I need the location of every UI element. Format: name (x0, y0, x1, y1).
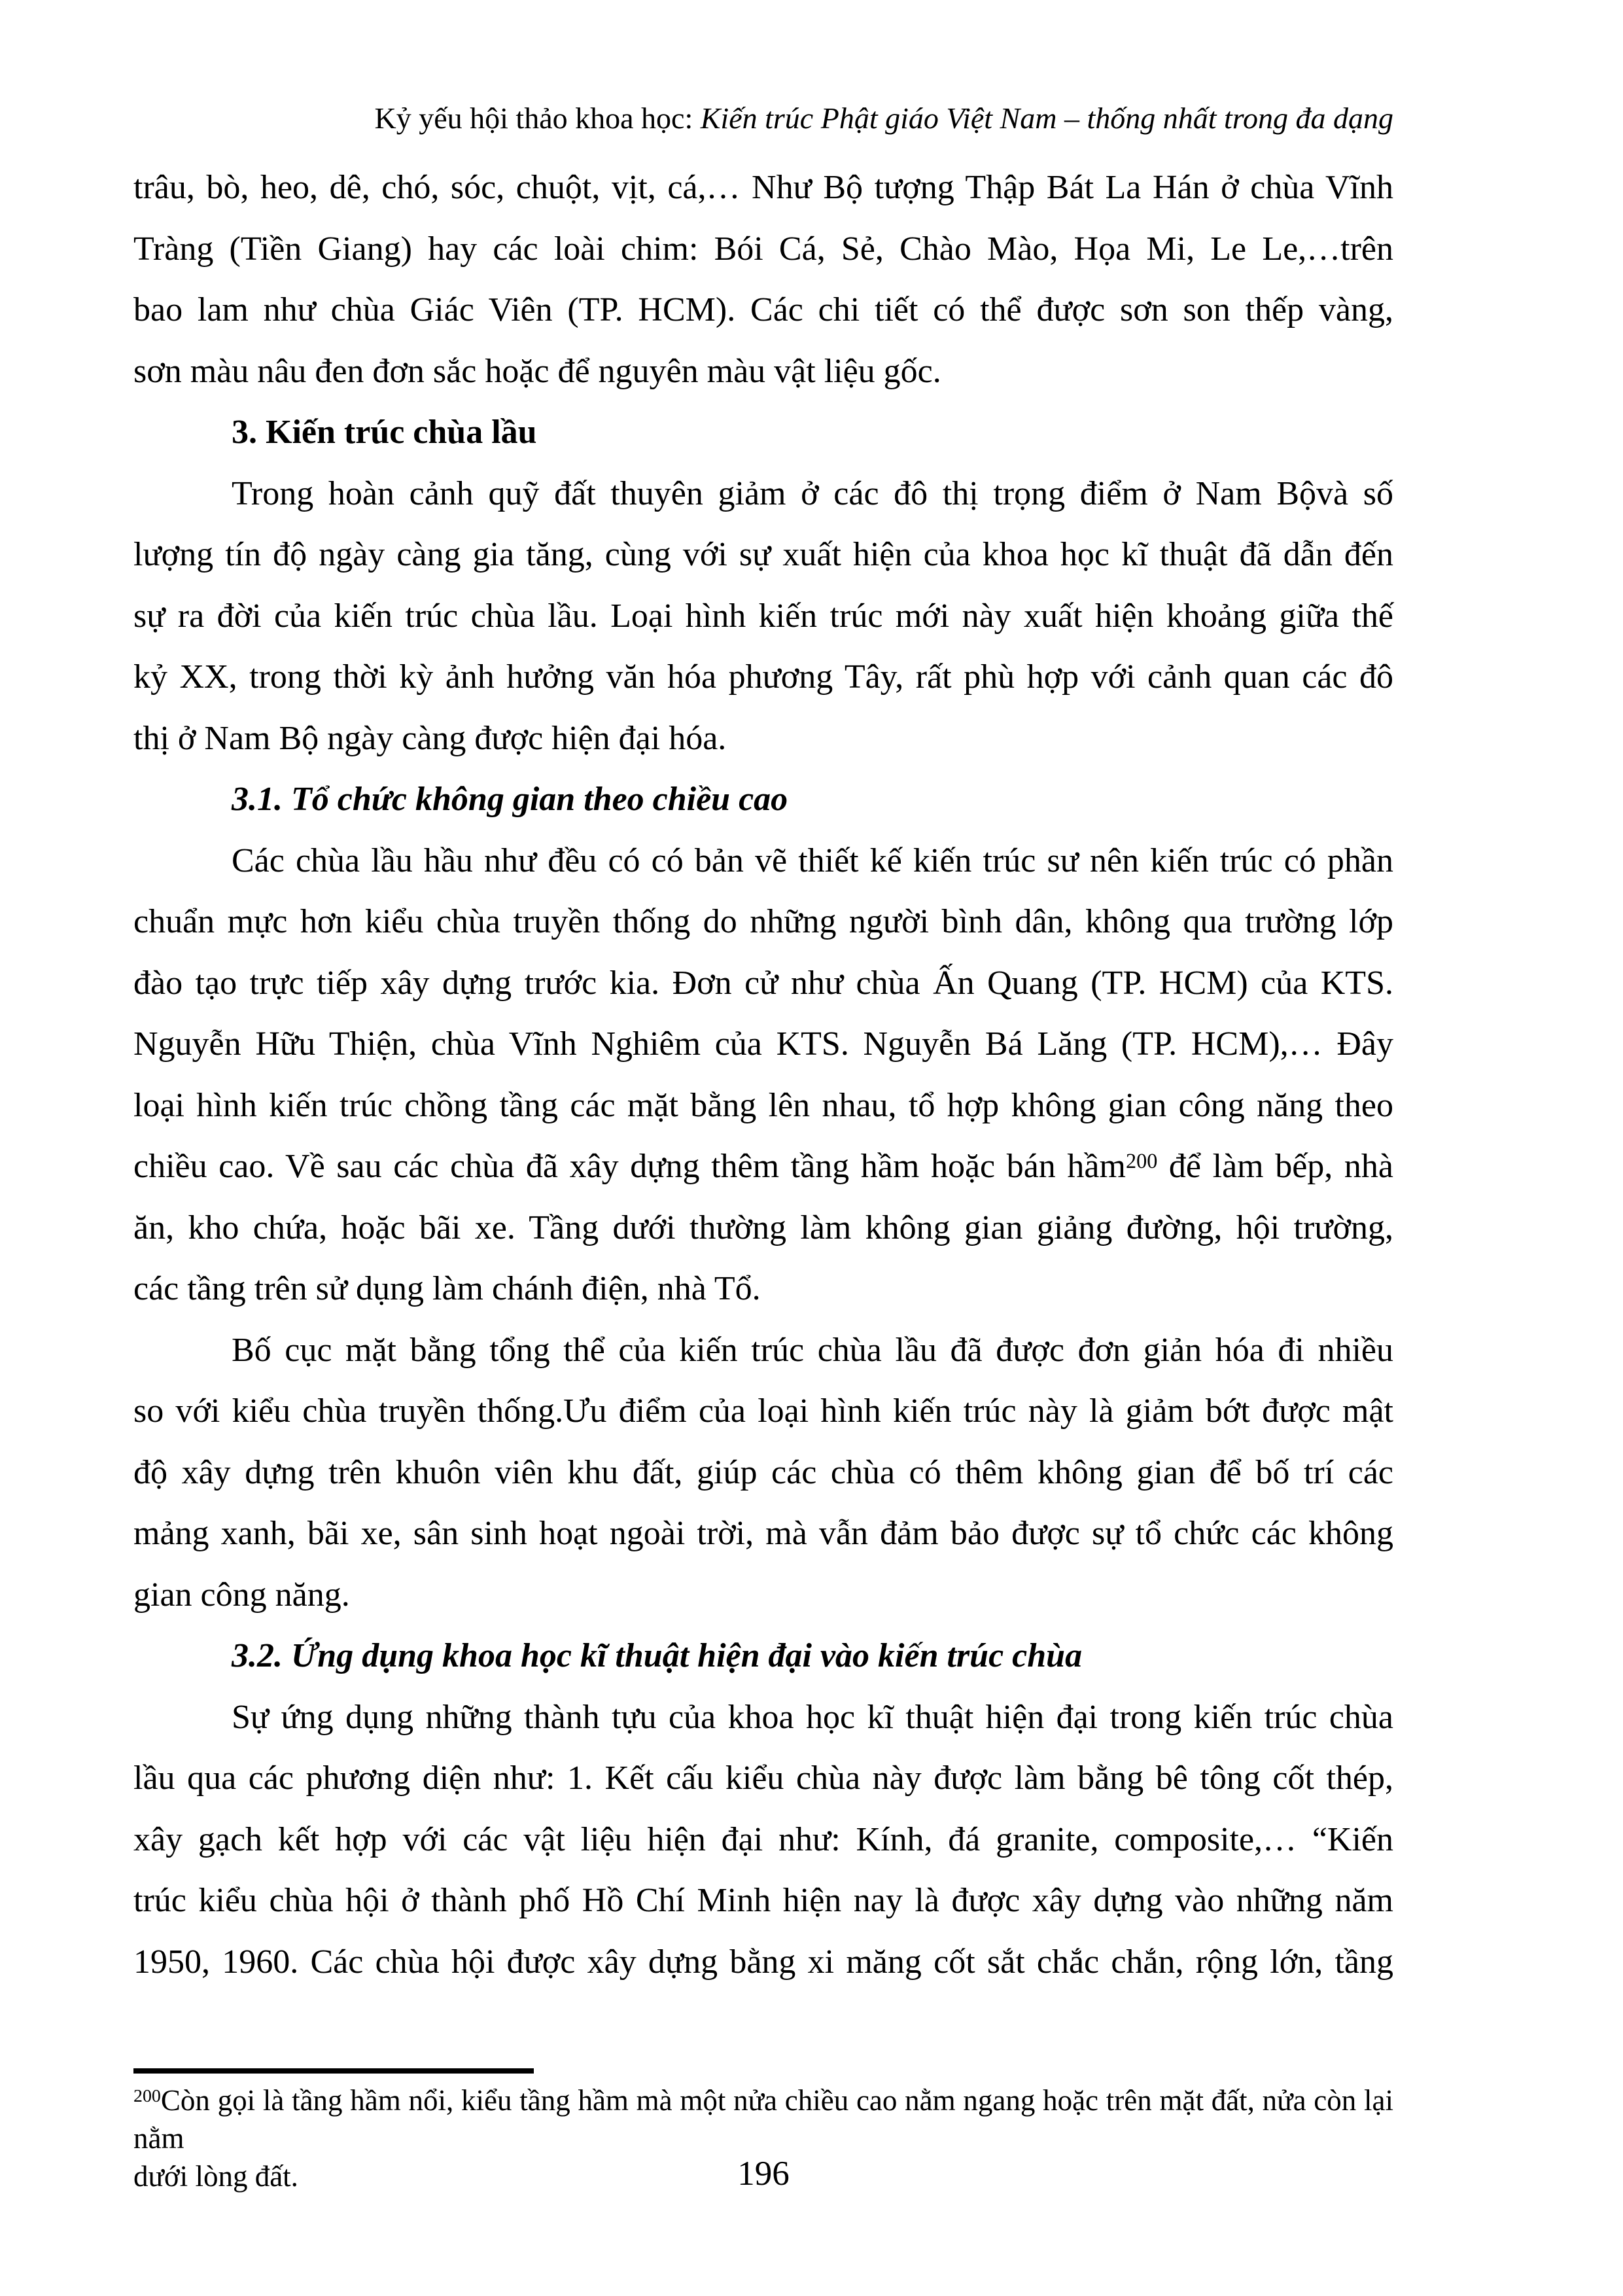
body-line: bao lam như chùa Giác Viên (TP. HCM). Các chi tiết có thể được sơn son thếp vàng, (133, 291, 1393, 328)
body-line: Sự ứng dụng những thành tựu của khoa học kĩ thuật hiện đại trong kiến trúc chùa (232, 1698, 1393, 1736)
body-line: đào tạo trực tiếp xây dựng trước kia. Đơn cử như chùa Ấn Quang (TP. HCM) của KTS. (133, 964, 1393, 1002)
body-text (133, 157, 1393, 1992)
body-line: kỷ XX, trong thời kỳ ảnh hưởng văn hóa phương Tây, rất phù hợp với cảnh quan các đô (133, 658, 1393, 696)
body-line: 1950, 1960. Các chùa hội được xây dựng bằng xi măng cốt sắt chắc chắn, rộng lớn, tầng (133, 1943, 1393, 1981)
footnote-separator (133, 2068, 534, 2074)
section-heading: 3.2. Ứng dụng khoa học kĩ thuật hiện đại vào kiến trúc chùa (232, 1637, 1083, 1674)
body-line: ăn, kho chứa, hoặc bãi xe. Tầng dưới thường làm không gian giảng đường, hội trường, (133, 1209, 1393, 1246)
body-line: thị ở Nam Bộ ngày càng được hiện đại hóa. (133, 719, 727, 757)
body-line: so với kiểu chùa truyền thống.Ưu điểm của loại hình kiến trúc này là giảm bớt được mật (133, 1392, 1393, 1430)
body-line: chiều cao. Về sau các chùa đã xây dựng thêm tầng hầm hoặc bán hầm$^{200}$ để làm bếp, nhà (133, 1148, 1393, 1185)
header-prefix: Kỷ yếu hội thảo khoa học: (374, 101, 701, 135)
body-line: Trong hoàn cảnh quỹ đất thuyên giảm ở các đô thị trọng điểm ở Nam Bộvà số (232, 474, 1393, 512)
body-line: sơn màu nâu đen đơn sắc hoặc để nguyên màu vật liệu gốc. (133, 352, 941, 390)
text-block (133, 0, 1393, 2296)
body-line: xây gạch kết hợp với các vật liệu hiện đại như: Kính, đá granite, composite,… “Kiến (133, 1820, 1393, 1858)
body-line: Các chùa lầu hầu như đều có có bản vẽ thiết kế kiến trúc sư nên kiến trúc có phần (232, 841, 1393, 879)
footnote-reference: 200 (1125, 1148, 1158, 1173)
body-line: $^{200}$Còn gọi là tầng hầm nổi, kiểu tầng hầm mà một nửa chiều cao nằm ngang hoặc trên mặt đất, nửa còn lại nằm (133, 2084, 1393, 2155)
page-number: 196 (737, 2155, 790, 2193)
body-line: lầu qua các phương diện như: 1. Kết cấu kiểu chùa này được làm bằng bê tông cốt thép, (133, 1759, 1393, 1797)
body-line: loại hình kiến trúc chồng tầng các mặt bằng lên nhau, tổ hợp không gian công năng theo (133, 1086, 1393, 1124)
section-heading: 3. Kiến trúc chùa lầu (232, 414, 537, 451)
body-line: Bố cục mặt bằng tổng thể của kiến trúc chùa lầu đã được đơn giản hóa đi nhiều (232, 1331, 1393, 1369)
body-line: trúc kiểu chùa hội ở thành phố Hồ Chí Minh hiện nay là được xây dựng vào những năm (133, 1882, 1393, 1919)
body-line: độ xây dựng trên khuôn viên khu đất, giúp các chùa có thêm không gian để bố trí các (133, 1453, 1393, 1491)
body-line: mảng xanh, bãi xe, sân sinh hoạt ngoài trời, mà vẫn đảm bảo được sự tổ chức các không (133, 1515, 1393, 1552)
body-line: Nguyễn Hữu Thiện, chùa Vĩnh Nghiêm của KTS. Nguyễn Bá Lăng (TP. HCM),… Đây (133, 1025, 1393, 1063)
body-line: sự ra đời của kiến trúc chùa lầu. Loại hình kiến trúc mới này xuất hiện khoảng giữa thế (133, 597, 1393, 635)
body-line: các tầng trên sử dụng làm chánh điện, nhà Tổ. (133, 1270, 761, 1307)
body-line: trâu, bò, heo, dê, chó, sóc, chuột, vịt, cá,… Như Bộ tượng Thập Bát La Hán ở chùa Vĩnh (133, 169, 1393, 206)
body-line: Tràng (Tiền Giang) hay các loài chim: Bói Cá, Sẻ, Chào Mào, Họa Mi, Le Le,…trên (133, 230, 1393, 268)
header-proceedings-title: Kiến trúc Phật giáo Việt Nam – thống nhất trong đa dạng (700, 101, 1393, 135)
footnote-reference: 200 (133, 2086, 161, 2107)
section-heading: 3.1. Tổ chức không gian theo chiều cao (232, 781, 788, 818)
running-header (133, 99, 1393, 137)
body-line: gian công năng. (133, 1576, 350, 1614)
body-line: chuẩn mực hơn kiểu chùa truyền thống do những người bình dân, không qua trường lớp (133, 903, 1393, 940)
body-line: lượng tín độ ngày càng gia tăng, cùng với sự xuất hiện của khoa học kĩ thuật đã dẫn đến (133, 536, 1393, 573)
body-line: dưới lòng đất. (133, 2160, 298, 2193)
